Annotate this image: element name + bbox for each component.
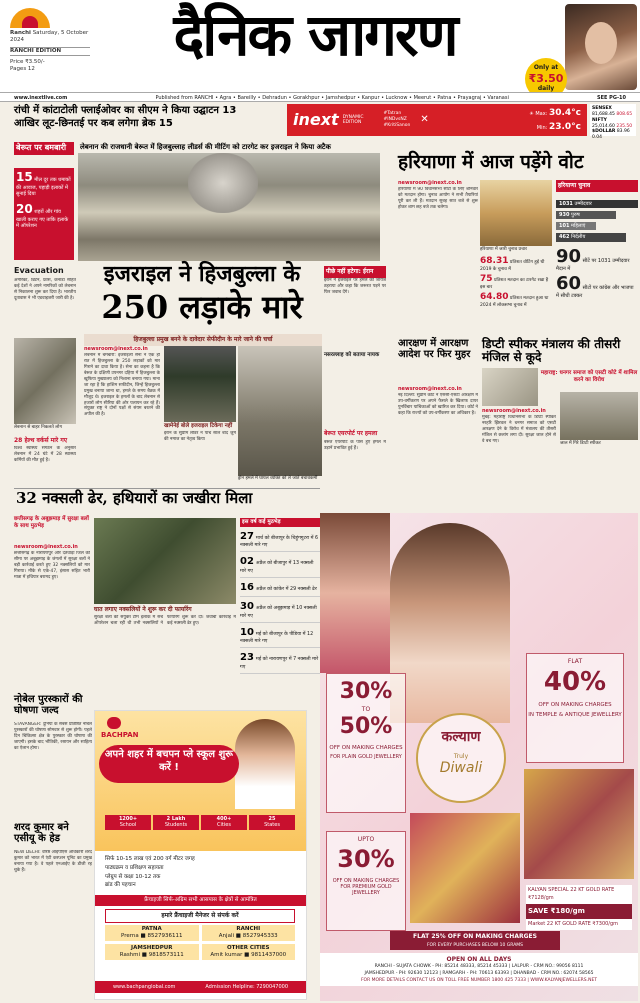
stat1-num: 68.31	[480, 256, 509, 266]
offer-1	[326, 673, 406, 813]
kalyan-ad[interactable]	[320, 513, 638, 1001]
iran-text: ईरान ने इजराइल पर हमले को जायज ठहराया और कहा कि जरूरत पड़ने पर फिर जवाब देंगे।	[324, 278, 386, 295]
inext-edition	[343, 115, 364, 126]
sun-icon: ☀	[529, 110, 534, 117]
edition: RANCHI EDITION	[10, 47, 90, 56]
stat3-label: Cities	[217, 822, 231, 829]
bachpan-stats	[105, 815, 295, 830]
deaths-head: 28 हेल्थ वर्कर्स मारे गए	[14, 437, 68, 444]
deputy-byline: newsroom@inext.co.in	[482, 408, 546, 414]
open-all-days: OPEN ON ALL DAYS	[446, 956, 512, 963]
stat1-text: प्रतिशत वोटिंग हुई थी 2019 के चुनाव में	[480, 260, 545, 272]
market-box	[590, 104, 636, 141]
bachpan-contacts	[105, 925, 295, 960]
flat25-sub: FOR EVERY PURCHASES BELOW 10 GRAMS	[426, 942, 524, 948]
off1-top: 30%	[339, 679, 393, 704]
photo2-caption: खामेनेई बोले इजराइल टिकेगा नहीं	[164, 423, 233, 429]
airport-head: बेरूत एयरपोर्ट पर हमला	[324, 430, 378, 437]
advert-portrait	[565, 4, 637, 90]
naxal-list-num: 16	[240, 581, 254, 593]
c4-city: OTHER CITIES	[226, 944, 270, 951]
box4-num: 462	[559, 234, 570, 241]
topline-1[interactable]: रांची में कांटाटोली फ्लाईओवर का सीएम ने किया उद्घाटन 13	[14, 105, 237, 116]
stat2-num: 2 Lakh	[166, 816, 186, 822]
naxal-list-text: मई को बीजापुर के पीडिया में 12 नक्सली मारे गए	[240, 631, 314, 645]
published-from: Published from RANCHI • Agra • Bareilly • Dehradun • Gorakhpur • Jamshedpur • Kanpur • Lucknow • Meerut • Patna • Prayagraj • Varanasi	[155, 95, 509, 101]
c3-city: JAMSHEDPUR	[131, 944, 173, 951]
offer-2	[526, 653, 624, 763]
website-link[interactable]: www.inextlive.com	[14, 95, 68, 101]
sharad-headline: शरद कुमार बने एसीयू के हेड	[14, 822, 69, 844]
photo2-text: ईरान के सुप्रीम लीडर ने पांच साल बाद जुमे की नमाज का नेतृत्व किया	[164, 431, 236, 442]
bachpan-bullets	[105, 855, 295, 890]
smoke-plume	[188, 153, 258, 213]
naxal-list-num: 02	[240, 556, 254, 568]
model-photo	[320, 513, 390, 673]
flat25-banner	[390, 931, 560, 950]
c3-phone[interactable]: Rashmi ■ 9818573111	[119, 951, 184, 958]
evac-caption: लेबनान से बाहर निकलते लोग	[14, 425, 62, 430]
naxal-side-head: छत्तीसगढ़ के अबूझमाड़ में सुरक्षा बलों के साथ मुठभेड़	[14, 516, 89, 529]
off2-flat: FLAT	[567, 658, 583, 665]
nobel-headline: नोबेल पुरस्कारों की घोषणा जल्द	[14, 694, 83, 716]
c1-phone[interactable]: Prerna ■ 8527936111	[121, 932, 183, 939]
date: Saturday, 5 October 2024	[10, 30, 89, 43]
fact2-text: शहरों और गांव खाली कराए गए ताकि इलाके में ऑपरेशन	[16, 208, 69, 229]
fact2-num: 20	[16, 201, 33, 216]
naxal-photo	[94, 518, 236, 604]
bachpan-footer	[95, 981, 306, 993]
stat3-num: 400+	[216, 816, 232, 822]
dollar-label: $DOLLAR	[592, 129, 616, 135]
social-1[interactable]: #Tatran	[383, 110, 402, 116]
lebanon-body: लेबनान में बमबारी: इजराइली सेना ने एक ही रात में हिजबुल्ला के 250 लड़ाकों को मार गिराने का दावा किया है। सेना का कहना है कि बेरूत के दक्षिणी उपनगर दहिया में हिजबुल्ला के खुफिया मुख्यालय को निशाना बनाया गया। माना जा रहा है कि हाशिम सफीदीन, जिन्हें हिजबुल्ला प्रमुख बनाया जाना था, हमले के समय बैठक में मौजूद थे। इजराइल के हमलों के बाद लेबनान से हजारों लोग सीरिया की ओर पलायन कर रहे हैं। संयुक्त राष्ट्र ने दोनों पक्षों से संयम बरतने की अपील की है।	[84, 353, 160, 418]
box4-text: निर्दलीय	[571, 234, 586, 241]
jewellery-photo-center	[410, 813, 520, 923]
bachpan-ad[interactable]	[94, 710, 307, 1000]
c2-phone[interactable]: Anjali ■ 8527945333	[218, 932, 278, 939]
haryana-byline: newsroom@inext.co.in	[398, 180, 462, 186]
haryana-box	[556, 180, 638, 299]
iran-sub: नसरल्लाह को बताया नायक	[324, 352, 380, 358]
lebanon-sidebar-head: बेरूत पर बमबारी	[14, 142, 74, 155]
naxal-list-item	[240, 556, 320, 577]
evac-text: अमेरिका, ब्रिटेन, फ्रांस, कनाडा सहित कई देशों ने अपने नागरिकों को लेबनान से निकालना शुरू कर दिया है। भारतीय दूतावास ने भी एडवाइजरी जारी की है।	[14, 278, 76, 301]
off2-desc: IN TEMPLE & ANTIQUE JEWELLERY	[528, 711, 622, 718]
social-3[interactable]: #KritiSanon	[383, 123, 411, 129]
lebanon-headline-1: इजराइल ने हिजबुल्ला के	[103, 261, 301, 287]
naxal-body: छत्तीसगढ़ के नारायणपुर और दंतेवाड़ा जिले की सीमा पर अबूझमाड़ के जंगलों में सुरक्षा बलों ने बड़ी कार्रवाई करते हुए 32 नक्सलियों को मार गिराया। मौके से एके-47, इंसास सहित भारी मात्रा में हथियार बरामद हुए।	[14, 551, 90, 580]
fact1-text: मील दूर तक धमाकों की आवाज, पहाड़ी इलाकों में सुनाई दिया	[16, 177, 71, 198]
price-badge-bottom: daily	[537, 85, 555, 93]
nifty-value: 25,014.60	[592, 123, 615, 129]
haryana-headline: हरियाणा में आज पड़ेंगे वोट	[398, 151, 584, 173]
see-page-link[interactable]: SEE PG-10	[597, 95, 626, 101]
min-temp: 23.0°c	[548, 122, 581, 132]
nifty-label: NIFTY	[592, 117, 607, 123]
naxal-list-num: 10	[240, 626, 254, 638]
jewellery-photo-right	[524, 769, 634, 879]
bullet3: प्लेग्रुप से कक्षा 10-12 तक	[105, 873, 161, 880]
inext-sub2: EDITION	[342, 120, 362, 125]
kalyan-trust: Truly	[453, 752, 469, 760]
beirut-skyline-photo	[78, 153, 380, 261]
haryana-stats	[480, 256, 552, 309]
social-2[interactable]: #INDvsNZ	[383, 116, 407, 122]
deputy-net-photo	[560, 392, 638, 440]
stat2-label: Students	[164, 822, 188, 829]
weather	[529, 106, 581, 135]
city: Ranchi	[10, 30, 31, 36]
market-rate: Market 22 KT GOLD RATE ₹7300/gm	[526, 919, 632, 931]
naxal-byline: newsroom@inext.co.in	[14, 544, 78, 550]
haryana-box-head: हरियाणा चुनाव	[556, 180, 638, 192]
haryana-photo-caption: हरियाणा में जारी चुनाव प्रचार	[480, 247, 527, 252]
evacuation-photo	[14, 338, 76, 424]
naxal-list-num: 27	[240, 530, 254, 542]
off1-value: 50%	[339, 714, 393, 739]
naxal-list-text: अप्रैल को बीजापुर में 13 नक्सली मारे गए	[240, 561, 314, 574]
lebanon-subhead: हिजबुल्ला प्रमुख बनने के दावेदार सेफीदीन के मारे जाने की चर्चा	[84, 334, 322, 346]
evac-head: Evacuation	[14, 266, 64, 275]
stores-1: RANCHI - SUJATA CHOWK - PH: 85214 48333, 85214 45333 | LALPUR - CRM NO.: 99056 8111	[374, 964, 584, 969]
bullet4: ब्रांड की पहचान	[105, 882, 136, 889]
off3-sub: OFF ON MAKING CHARGES FOR PREMIUM GOLD JEWELLERY	[332, 877, 400, 896]
box1-text: उम्मीदवार	[574, 200, 592, 207]
naxal-list-text: अप्रैल को अबूझमाड़ में 10 नक्सली मारे गए	[240, 606, 317, 619]
pages: Pages 12	[10, 65, 35, 72]
masthead-title: दैनिक जागरण	[173, 1, 457, 69]
sensex-change: 808.65	[616, 111, 633, 117]
special-rate: KALYAN SPECIAL 22 KT GOLD RATE ₹7128/gm	[526, 885, 632, 904]
topline	[14, 104, 274, 130]
stat2-text: प्रतिशत मतदान का टारगेट रखा है इस बार	[480, 278, 549, 290]
c1-city: PATNA	[141, 926, 162, 932]
kalyan-festival: Diwali	[439, 760, 483, 776]
stat1-label: School	[119, 822, 137, 829]
naxal-list-text: मार्च को बीजापुर के चिहुंगगुटरा में 6 नक्सली मारे गए	[240, 535, 319, 549]
price-badge-top: Only at	[533, 64, 559, 71]
bachpan-website[interactable]: www.bachpanglobal.com	[112, 984, 176, 990]
big2-num: 60	[556, 272, 582, 294]
c4-phone[interactable]: Amit kumar ■ 9811437000	[210, 951, 287, 958]
naxal-list-text: अप्रैल को कांकेर में 29 नक्सली ढेर	[255, 586, 317, 592]
khamenei-crowd-photo	[164, 346, 236, 422]
stat4-num: 25	[268, 816, 276, 822]
naxal-list-head: इस वर्ष कई मुठभेड़	[240, 518, 320, 527]
kalyan-logo-badge	[416, 713, 506, 803]
deputy-body: मुंबई: महाराष्ट्र विधानसभा के डिप्टी स्पीकर नरहरि झिरवल ने धनगर समाज को एसटी आरक्षण देने के विरोध में मंत्रालय की तीसरी मंजिल से छलांग लगा दी। सुरक्षा जाल होने से वे बच गए।	[482, 415, 556, 444]
big1-num: 90	[556, 245, 582, 267]
lebanon-top-caption: लेबनान की राजधानी बेरूत में हिजबुल्लाह लीडर्स की मीटिंग को टारगेट कर इजराइल ने किया अटैक	[80, 143, 331, 151]
sharad-body: NEW DELHI: वरिष्ठ आईपीएस अधिकारी शरद कुमार को भारत में एंटी करप्शन यूनिट का प्रमुख बनाया गया है। वे पहले एनआईए के डीजी रह चुके हैं।	[14, 850, 92, 873]
gold-rates	[526, 885, 632, 930]
c2-city: RANCHI	[236, 926, 261, 932]
child-photo	[235, 719, 295, 809]
naxal-list-num: 30	[240, 601, 254, 613]
lebanon-byline: newsroom@inext.co.in	[84, 346, 148, 352]
deaths-text: विश्व स्वास्थ्य संगठन के अनुसार लेबनान में 24 घंटे में 28 स्वास्थ्य कर्मियों की मौत हुई है।	[14, 446, 76, 463]
box2-text: पुरुष	[571, 211, 580, 218]
bachpan-franchise: फ्रैंचाइजी सिर्फ-अग्रिम सभी आसपास के क्षेत्रों से आमंत्रित	[95, 895, 306, 906]
bullet1: सिर्फ 10-15 लाख एवं 200 वर्ग मीटर जगह	[105, 856, 195, 862]
haryana-rally-photo	[480, 180, 552, 246]
photo3-caption: ड्रोन हमले में घायल व्यक्ति को ले जाते बचावकर्मी	[238, 476, 318, 481]
kalyan-brand: कल्याण	[441, 729, 481, 745]
nifty-change: 235.50	[616, 123, 633, 129]
naxal-photo-text: सुरक्षा बलों की संयुक्त टीम इलाके में सर्च ऑपरेशन चला रही थी तभी नक्सलियों ने फायरिंग शुरू कर दी। जवाबी कार्रवाई में कई नक्सली ढेर हुए।	[94, 615, 236, 626]
naxal-list-item	[240, 627, 320, 648]
big2-text: सीटों पर कांग्रेस और भाजपा में सीधी टक्कर	[556, 284, 634, 299]
stat3-num: 64.80	[480, 292, 509, 303]
max-label: Max:	[535, 110, 548, 117]
reservation-byline: newsroom@inext.co.in	[398, 386, 462, 392]
fact1-num: 15	[16, 170, 33, 184]
toll-free[interactable]: FOR MORE DETAILS CONTACT US ON TOLL FREE NUMBER 1800 425 7333 | WWW.KALYANJEWELLERS.NET	[360, 977, 598, 983]
bachpan-logo-icon	[107, 717, 121, 729]
save-rate: SAVE ₹180/gm	[526, 904, 632, 919]
sensex-label: SENSEX	[592, 106, 612, 111]
bullet2: पाठ्यक्रम व प्रशिक्षण सहायता	[105, 864, 164, 871]
bachpan-brand: BACHPAN	[101, 731, 139, 739]
sensex-value: 81,688.45	[592, 111, 615, 117]
min-label: Min:	[536, 125, 548, 131]
flat25: FLAT 25% OFF ON MAKING CHARGES	[413, 933, 537, 940]
inext-strip	[287, 104, 587, 136]
inext-sub1: DYNAMIC	[342, 114, 364, 120]
bachpan-tagline: अपने शहर में बचपन प्ले स्कूल शुरू करें !	[99, 745, 239, 783]
amitabh-photo	[390, 523, 510, 723]
lebanon-headline-2: 250 लड़ाके मारे	[101, 288, 303, 326]
masthead-navbar	[0, 92, 640, 102]
off2-sub: OFF ON MAKING CHARGES	[538, 702, 612, 708]
naxal-list-item	[240, 652, 320, 673]
off2-value: 40%	[543, 666, 607, 697]
naxal-list-item	[240, 531, 320, 552]
masthead	[0, 0, 640, 92]
box3-text: महिलाएं	[571, 223, 586, 229]
price: Price ₹3.50/-	[10, 58, 45, 65]
reservation-body: नई दिल्ली: सुप्रीम कोर्ट ने एससी-एसटी आरक्षण में उप-वर्गीकरण पर अपने फैसले के खिलाफ दायर पुनर्विचार याचिकाओं को खारिज कर दिया। कोर्ट ने कहा कि राज्यों को उप-वर्गीकरण का अधिकार है।	[398, 393, 478, 416]
dollar-value: 83.96	[616, 129, 630, 135]
stat4-label: States	[264, 822, 280, 829]
kalyan-footer	[320, 953, 638, 986]
deputy-photo-caption: जाल में गिरे डिप्टी स्पीकर	[560, 441, 601, 446]
lebanon-fact-box	[14, 168, 74, 260]
max-temp: 30.4°c	[548, 107, 581, 118]
stat2-num: 75	[480, 274, 493, 285]
dollar-change: 0.04	[592, 135, 603, 141]
inext-social	[383, 111, 410, 130]
off3-value: 30%	[337, 844, 395, 873]
haryana-body: हरियाणा में 90 विधानसभा सीटों के लिए शनिवार को मतदान होगा। चुनाव आयोग ने सभी तैयारियां पूरी कर ली हैं। मतदान सुबह सात बजे से शुरू होकर शाम छह बजे तक चलेगा।	[398, 187, 478, 210]
deputy-photo-small	[482, 368, 538, 406]
stat1-num: 1200+	[118, 816, 138, 822]
naxal-list-num: 23	[240, 652, 254, 664]
nobel-body: STAVANGER: दुनिया के सबसे प्रतिष्ठित नोबेल पुरस्कारों की घोषणा सोमवार से शुरू होगी। पहले दिन चिकित्सा क्षेत्र के पुरस्कार की घोषणा की जाएगी। इसके बाद भौतिकी, रसायन और साहित्य का ऐलान होगा।	[14, 722, 92, 751]
deputy-sub: महाराष्ट्र: धनगर समाज को एसटी कोटे में शामिल करने का विरोध	[540, 370, 638, 383]
stat3-text: प्रतिशत मतदान हुआ था 2024 में लोकसभा चुनाव में	[480, 296, 549, 309]
injured-rescue-photo	[238, 346, 322, 476]
off1-sub: OFF ON MAKING CHARGES	[329, 744, 403, 751]
box2-num: 930	[559, 211, 570, 218]
off1-desc: FOR PLAIN GOLD JEWELLERY	[330, 754, 402, 761]
offer-3	[326, 831, 406, 931]
reservation-headline: आरक्षण में आरक्षण आदेश पर फिर मुहर	[398, 338, 471, 360]
inext-logo: inext	[293, 110, 339, 129]
jagran-sun-logo-icon	[10, 8, 50, 28]
naxal-headline: 32 नक्सली ढेर, हथियारों का जखीरा मिला	[16, 489, 253, 507]
naxal-list	[240, 518, 320, 674]
naxal-list-item	[240, 582, 320, 598]
off1-mid: TO	[361, 705, 371, 713]
big1-text: सीटें पर 1031 उम्मीदवार मैदान में	[556, 257, 630, 272]
naxal-list-item	[240, 601, 320, 622]
face-shape	[585, 22, 617, 64]
naxal-photo-caption: घात लगाए नक्सलियों ने शुरू कर दी फायरिंग	[94, 606, 192, 613]
box1-num: 1031	[559, 200, 573, 207]
deputy-headline: डिप्टी स्पीकर मंत्रालय की तीसरी मंजिल से कूदे	[482, 337, 621, 365]
price-badge-price: ₹3.50	[528, 71, 564, 85]
masthead-edition-info	[10, 30, 90, 72]
stores-2: JAMSHEDPUR - PH: 92630 12123 | RAMGARH - PH: 70613 63393 | DHANBAD - CRM NO.: 62074 58565	[364, 970, 594, 976]
x-social-icon: ✕	[420, 113, 429, 125]
off3-upto: UPTO	[357, 836, 375, 843]
naxal-list-text: मई को नारायणपुर में 7 नक्सली मारे गए	[240, 657, 319, 670]
bachpan-helpline[interactable]: Admission Helpline: 7290047000	[205, 984, 289, 990]
topline-2[interactable]: आखिर लूट-छिनतई पर कब लगेगा ब्रेक 15	[14, 118, 173, 129]
iran-head: पीछे नहीं हटेगा: ईरान	[324, 266, 386, 278]
bachpan-contact: हमारे फ्रैंचाइजी मैनेजर से संपर्क करें	[105, 909, 295, 923]
box3-num: 101	[559, 223, 570, 229]
airport-text: बेरूत एयरपोर्ट के पास हुए हमले में उड़ानें प्रभावित हुई हैं।	[324, 440, 386, 451]
